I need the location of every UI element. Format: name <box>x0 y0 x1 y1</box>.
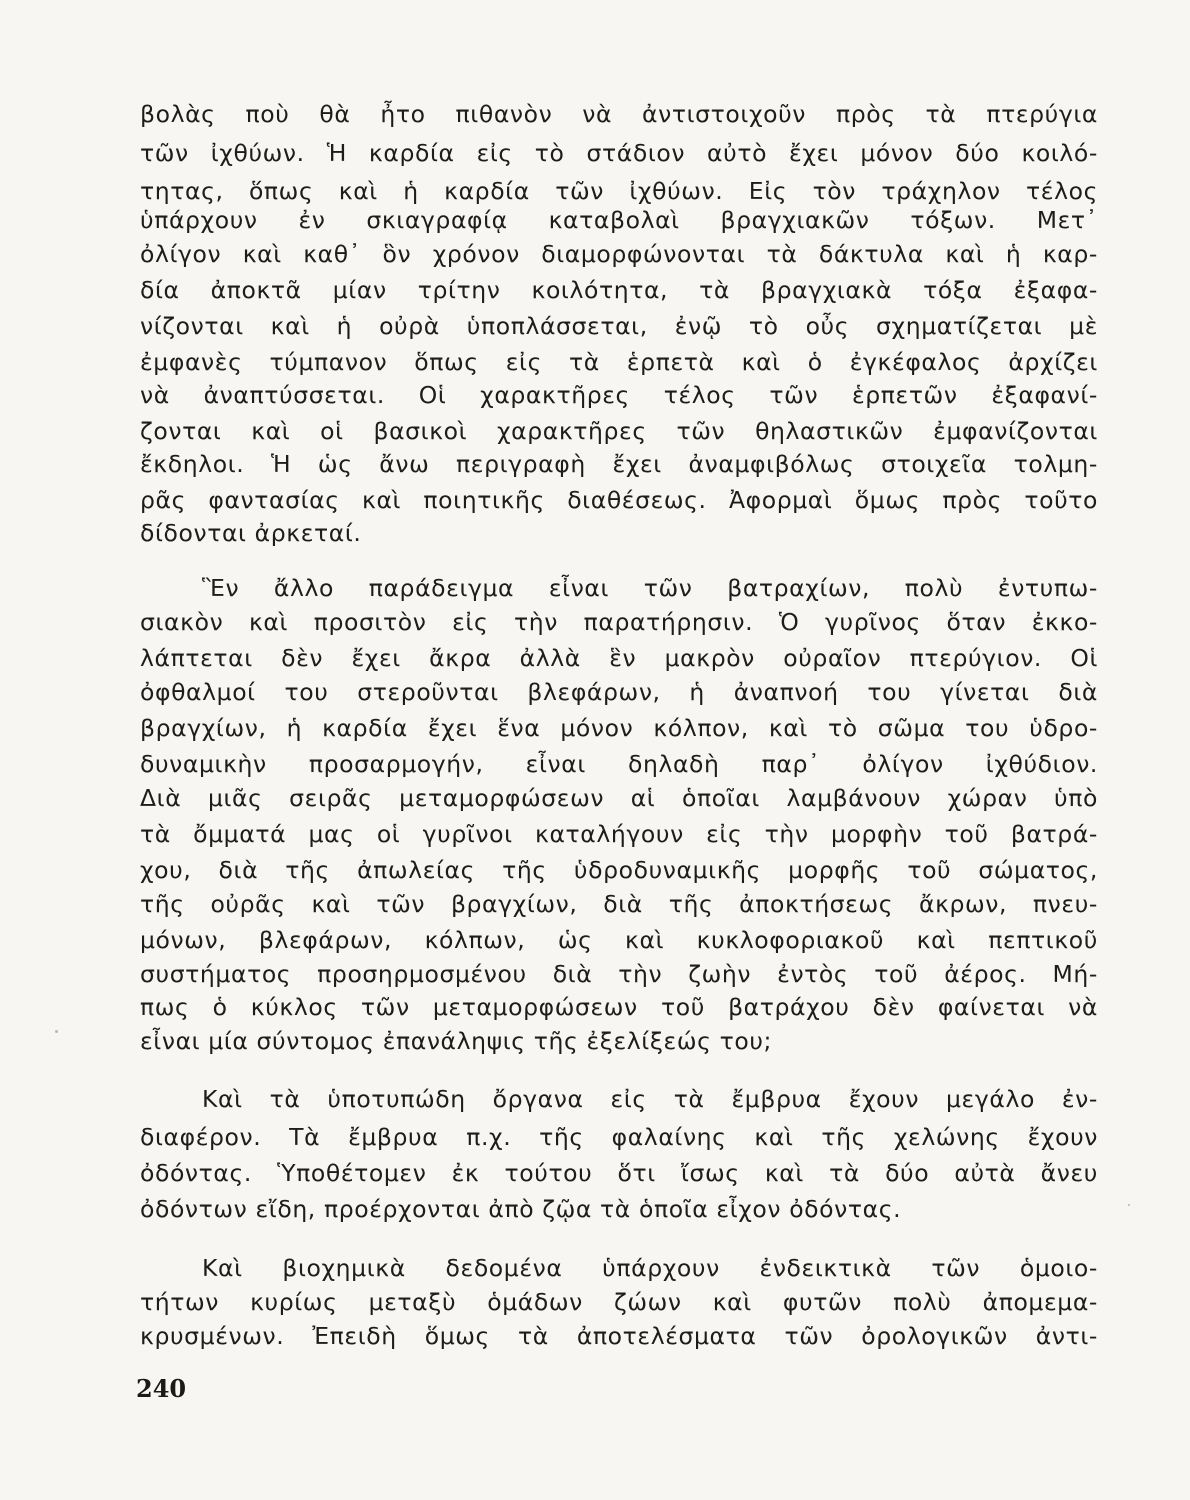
text-line: λάπτεται δὲν ἔχει ἄκρα ἀλλὰ ἓν μακρὸν οὐραῖον πτερύγιον. Οἱ <box>140 644 1098 672</box>
text-line: δία ἀποκτᾶ μίαν τρίτην κοιλότητα, τὰ βραγχιακὰ τόξα ἐξαφα- <box>140 276 1098 304</box>
paper-speck <box>1128 1204 1130 1206</box>
text-line: ἐμφανὲς τύμπανον ὅπως εἰς τὰ ἑρπετὰ καὶ ὁ ἐγκέφαλος ἀρχίζει <box>140 348 1098 376</box>
text-line: μόνων, βλεφάρων, κόλπων, ὡς καὶ κυκλοφοριακοῦ καὶ πεπτικοῦ <box>140 926 1098 954</box>
text-line: διαφέρον. Τὰ ἔμβρυα π.χ. τῆς φαλαίνης καὶ τῆς χελώνης ἔχουν <box>140 1123 1098 1151</box>
text-line: τήτων κυρίως μεταξὺ ὁμάδων ζώων καὶ φυτῶν πολὺ ἀπομεμα- <box>140 1288 1098 1316</box>
text-line: τῶν ἰχθύων. Ἡ καρδία εἰς τὸ στάδιον αὐτὸ ἔχει μόνον δύο κοιλό- <box>140 139 1098 167</box>
text-line: ρᾶς φαντασίας καὶ ποιητικῆς διαθέσεως. Ἀφορμαὶ ὅμως πρὸς τοῦτο <box>140 486 1098 514</box>
paragraph-first-line: Καὶ τὰ ὑποτυπώδη ὄργανα εἰς τὰ ἔμβρυα ἔχουν μεγάλο ἐν- <box>202 1085 1098 1113</box>
text-line: εἶναι μία σύντομος ἐπανάληψις τῆς ἐξελίξεώς του; <box>140 1027 773 1055</box>
text-line: χου, διὰ τῆς ἀπωλείας τῆς ὑδροδυναμικῆς μορφῆς τοῦ σώματος, <box>140 856 1098 884</box>
text-line: πως ὁ κύκλος τῶν μεταμορφώσεων τοῦ βατράχου δὲν φαίνεται νὰ <box>140 993 1098 1021</box>
text-line: βραγχίων, ἡ καρδία ἔχει ἕνα μόνον κόλπον, καὶ τὸ σῶμα του ὑδρο- <box>140 714 1098 742</box>
text-line: βολὰς ποὺ θὰ ἦτο πιθανὸν νὰ ἀντιστοιχοῦν πρὸς τὰ πτερύγια <box>140 100 1098 128</box>
text-line: ὀφθαλμοί του στεροῦνται βλεφάρων, ἡ ἀναπνοή του γίνεται διὰ <box>140 678 1098 706</box>
text-line: τῆς οὐρᾶς καὶ τῶν βραγχίων, διὰ τῆς ἀποκτήσεως ἄκρων, πνευ- <box>140 890 1098 918</box>
text-line: ὑπάρχουν ἐν σκιαγραφίᾳ καταβολαὶ βραγχιακῶν τόξων. Μετ᾽ <box>140 206 1098 234</box>
text-line: ὀδόντας. Ὑποθέτομεν ἐκ τούτου ὅτι ἴσως καὶ τὰ δύο αὐτὰ ἄνευ <box>140 1159 1098 1187</box>
text-line: κρυσμένων. Ἐπειδὴ ὅμως τὰ ἀποτελέσματα τῶν ὀρολογικῶν ἀντι- <box>140 1322 1098 1350</box>
paragraph-first-line: Ἓν ἄλλο παράδειγμα εἶναι τῶν βατραχίων, πολὺ ἐντυπω- <box>202 574 1098 602</box>
text-line: δίδονται ἀρκεταί. <box>140 519 362 547</box>
text-line: τὰ ὄμματά μας οἱ γυρῖνοι καταλήγουν εἰς τὴν μορφὴν τοῦ βατρά- <box>140 820 1098 848</box>
text-line: ὀλίγον καὶ καθ᾽ ὃν χρόνον διαμορφώνονται τὰ δάκτυλα καὶ ἡ καρ- <box>140 240 1098 268</box>
text-line: Διὰ μιᾶς σειρᾶς μεταμορφώσεων αἱ ὁποῖαι λαμβάνουν χώραν ὑπὸ <box>140 784 1098 812</box>
page-number: 240 <box>136 1374 187 1403</box>
text-line: ζονται καὶ οἱ βασικοὶ χαρακτῆρες τῶν θηλαστικῶν ἐμφανίζονται <box>140 417 1098 445</box>
text-line: ὀδόντων εἴδη, προέρχονται ἀπὸ ζῷα τὰ ὁποῖα εἶχον ὀδόντας. <box>140 1195 902 1223</box>
paragraph-first-line: Καὶ βιοχημικὰ δεδομένα ὑπάρχουν ἐνδεικτικὰ τῶν ὁμοιο- <box>202 1254 1098 1282</box>
text-line: δυναμικὴν προσαρμογήν, εἶναι δηλαδὴ παρ᾽ ὀλίγον ἰχθύδιον. <box>140 750 1098 778</box>
text-line: νίζονται καὶ ἡ οὐρὰ ὑποπλάσσεται, ἐνῷ τὸ οὖς σχηματίζεται μὲ <box>140 312 1098 340</box>
text-line: τητας, ὅπως καὶ ἡ καρδία τῶν ἰχθύων. Εἰς τὸν τράχηλον τέλος <box>140 177 1098 205</box>
text-line: νὰ ἀναπτύσσεται. Οἱ χαρακτῆρες τέλος τῶν ἑρπετῶν ἐξαφανί- <box>140 381 1098 409</box>
text-line: συστήματος προσηρμοσμένου διὰ τὴν ζωὴν ἐντὸς τοῦ ἀέρος. Μή- <box>140 960 1098 988</box>
paper-speck <box>55 1030 58 1033</box>
text-line: ἔκδηλοι. Ἡ ὡς ἄνω περιγραφὴ ἔχει ἀναμφιβόλως στοιχεῖα τολμη- <box>140 450 1098 478</box>
text-line: σιακὸν καὶ προσιτὸν εἰς τὴν παρατήρησιν. Ὁ γυρῖνος ὅταν ἐκκο- <box>140 608 1098 636</box>
